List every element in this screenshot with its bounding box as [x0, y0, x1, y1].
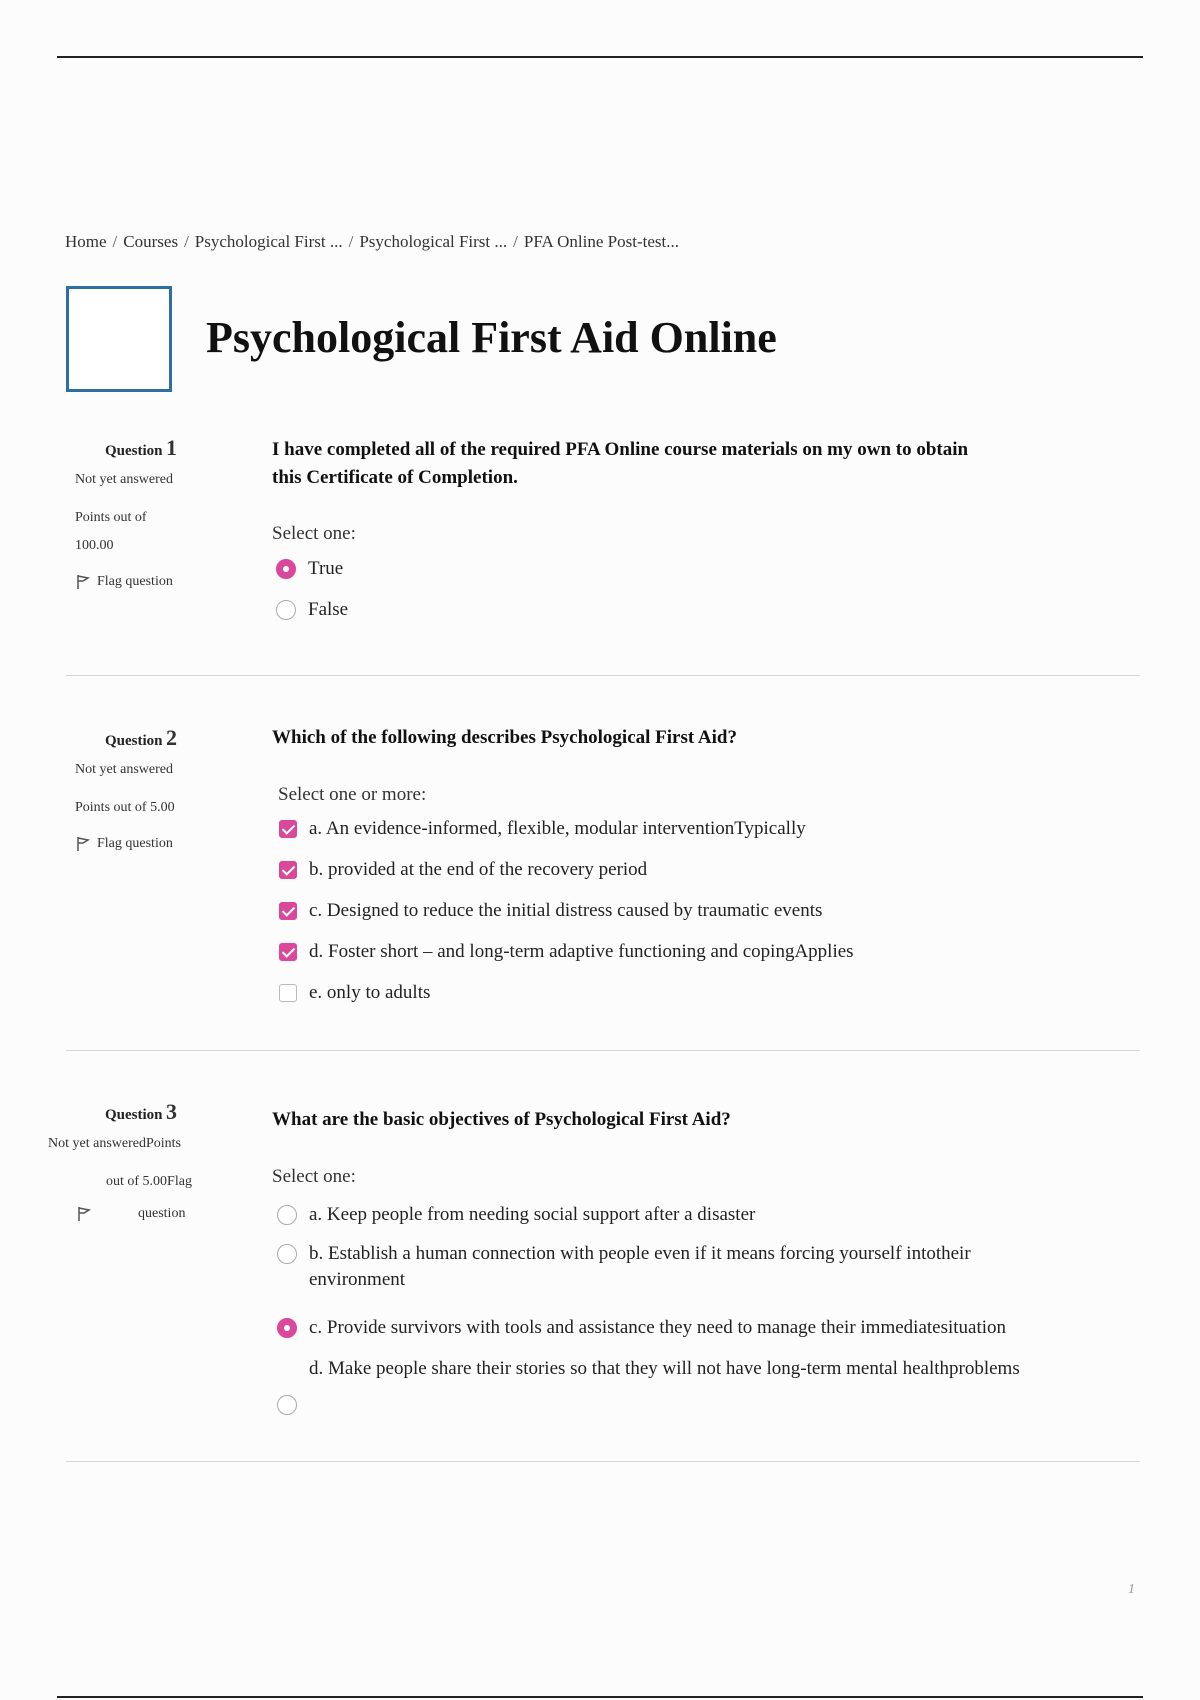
- q1-option-true[interactable]: True: [276, 556, 343, 582]
- q3-option-a[interactable]: a. Keep people from needing social support after a disaster: [277, 1202, 755, 1228]
- question-1-prompt: Select one:: [272, 523, 356, 544]
- q3-option-c[interactable]: c. Provide survivors with tools and assistance they need to manage their immediatesituation: [277, 1315, 1006, 1341]
- checkbox-checked[interactable]: [279, 820, 297, 838]
- q2-option-c[interactable]: c. Designed to reduce the initial distress caused by traumatic events: [279, 898, 822, 924]
- question-status: Not yet answered: [75, 472, 173, 487]
- question-divider: [66, 1050, 1140, 1051]
- checkbox-checked[interactable]: [279, 861, 297, 879]
- question-number: 2: [166, 725, 178, 750]
- checkbox-checked[interactable]: [279, 902, 297, 920]
- question-3-info: [48, 1098, 208, 1228]
- breadcrumb-courses[interactable]: Courses: [123, 232, 179, 251]
- question-points: Points out of 5.00: [75, 800, 175, 815]
- course-logo-placeholder: [66, 286, 172, 392]
- question-2-text: Which of the following describes Psychological First Aid?: [272, 727, 737, 748]
- question-points: Points out of: [75, 510, 147, 525]
- question-divider: [66, 675, 1140, 676]
- checkbox[interactable]: [279, 984, 297, 1002]
- radio-selected[interactable]: [277, 1318, 297, 1338]
- breadcrumb-home[interactable]: Home: [65, 232, 107, 251]
- question-3-text: What are the basic objectives of Psychological First Aid?: [272, 1109, 731, 1130]
- question-points-value: 100.00: [75, 538, 114, 553]
- question-label: Question: [105, 443, 163, 459]
- q2-option-a[interactable]: a. An evidence-informed, flexible, modular interventionTypically: [279, 816, 806, 842]
- checkbox-checked[interactable]: [279, 943, 297, 961]
- radio[interactable]: [277, 1205, 297, 1225]
- q3-option-b[interactable]: b. Establish a human connection with people even if it means forcing yourself intotheir environment: [277, 1241, 971, 1293]
- flag-question-button[interactable]: Flag question: [75, 568, 205, 596]
- question-1-info: [75, 434, 205, 596]
- breadcrumb-course[interactable]: Psychological First ...: [194, 232, 343, 251]
- breadcrumb: Home / Courses / Psychological First ... / Psychological First ... / PFA Online Post-test...: [65, 232, 679, 251]
- question-divider: [66, 1461, 1140, 1462]
- question-2-prompt: Select one or more:: [278, 784, 427, 805]
- question-label: Question: [105, 733, 163, 749]
- question-status: Not yet answered: [75, 762, 173, 777]
- q1-option-false[interactable]: False: [276, 597, 348, 623]
- question-number: 3: [166, 1099, 178, 1124]
- q2-option-b[interactable]: b. provided at the end of the recovery period: [279, 857, 647, 883]
- flag-icon: [75, 574, 91, 590]
- bottom-rule: [57, 1696, 1143, 1698]
- q3-option-d[interactable]: d. Make people share their stories so that they will not have long-term mental healthproblems: [309, 1358, 1020, 1379]
- question-1-text: I have completed all of the required PFA Online course materials on my own to obtain this Certificate of Completion.: [272, 439, 969, 488]
- breadcrumb-section[interactable]: Psychological First ...: [359, 232, 508, 251]
- flag-icon: [75, 836, 91, 852]
- flag-icon: [76, 1206, 92, 1222]
- radio[interactable]: [276, 600, 296, 620]
- q2-option-d[interactable]: d. Foster short – and long-term adaptive functioning and copingApplies: [279, 939, 854, 965]
- flag-question-button[interactable]: question: [48, 1200, 208, 1228]
- question-number: 1: [166, 435, 178, 460]
- q3-option-d-radio[interactable]: [277, 1395, 297, 1415]
- q2-option-e[interactable]: e. only to adults: [279, 980, 430, 1006]
- question-points: out of 5.00Flag: [106, 1174, 192, 1189]
- question-label: Question: [105, 1107, 163, 1123]
- radio-selected[interactable]: [276, 559, 296, 579]
- radio[interactable]: [277, 1244, 297, 1264]
- flag-question-button[interactable]: Flag question: [75, 830, 215, 858]
- top-rule: [57, 56, 1143, 58]
- question-status: Not yet answeredPoints: [48, 1136, 181, 1151]
- question-3-prompt: Select one:: [272, 1166, 356, 1187]
- page-number: 1: [1128, 1582, 1135, 1597]
- breadcrumb-quiz[interactable]: PFA Online Post-test...: [523, 232, 679, 251]
- question-2-info: [75, 724, 215, 858]
- page-title: Psychological First Aid Online: [206, 313, 777, 362]
